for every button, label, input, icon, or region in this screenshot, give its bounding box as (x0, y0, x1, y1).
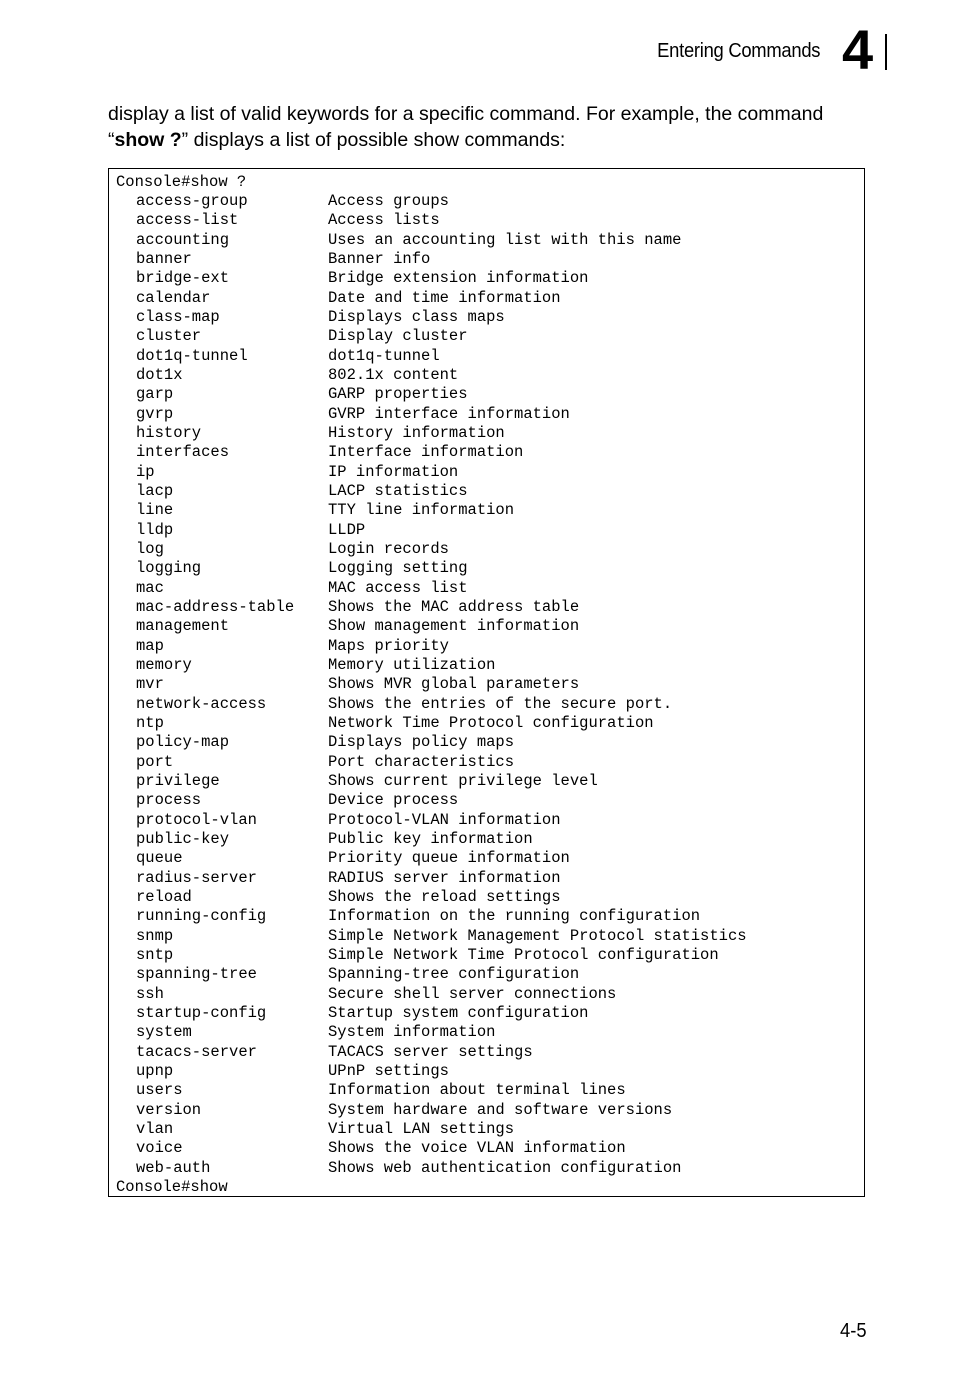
list-item (109, 559, 864, 578)
list-item (109, 385, 864, 404)
command-description: Displays policy maps (328, 733, 515, 752)
command-description: RADIUS server information (328, 868, 561, 887)
list-item (109, 1062, 864, 1081)
command-keyword: line (136, 501, 174, 520)
command-keyword: reload (136, 887, 192, 906)
command-keyword: lldp (136, 520, 174, 539)
command-description: Interface information (328, 443, 524, 462)
list-item (109, 965, 864, 984)
command-keyword: policy-map (136, 733, 230, 752)
command-description: Simple Network Management Protocol statistics (328, 926, 747, 945)
list-item (109, 211, 864, 230)
command-keyword: bridge-ext (136, 269, 230, 288)
list-item (109, 1004, 864, 1023)
console-final-prompt: Console#show (116, 1177, 228, 1196)
command-keyword: mvr (136, 675, 164, 694)
list-item (109, 1159, 864, 1178)
list-item (109, 656, 864, 675)
list-item (109, 231, 864, 250)
command-description: TTY line information (328, 501, 515, 520)
intro-paragraph (108, 101, 878, 153)
command-description: Displays class maps (328, 307, 505, 326)
command-keyword: cluster (136, 327, 202, 346)
command-keyword: queue (136, 849, 183, 868)
command-description: UPnP settings (328, 1061, 449, 1080)
command-description: GVRP interface information (328, 404, 570, 423)
list-item (109, 714, 864, 733)
command-description: Shows the voice VLAN information (328, 1139, 626, 1158)
command-description: dot1q-tunnel (328, 346, 440, 365)
command-description: System hardware and software versions (328, 1100, 673, 1119)
command-description: TACACS server settings (328, 1042, 533, 1061)
command-description: Public key information (328, 829, 533, 848)
command-keyword: access-group (136, 192, 248, 210)
command-keyword: access-list (136, 211, 239, 230)
command-description: System information (328, 1023, 496, 1042)
list-item (109, 772, 864, 791)
command-keyword: users (136, 1081, 183, 1100)
list-item (109, 1139, 864, 1158)
command-keyword: vlan (136, 1119, 174, 1138)
list-item (109, 675, 864, 694)
list-item (109, 482, 864, 501)
command-description: Shows the entries of the secure port. (328, 694, 673, 713)
command-keyword: interfaces (136, 443, 230, 462)
console-output-box (108, 168, 865, 1197)
command-keyword: port (136, 752, 174, 771)
intro-line-1: display a list of valid keywords for a specific command. For example, the command (108, 103, 824, 125)
console-prompt-line: Console#show ? (116, 173, 247, 191)
list-item (109, 347, 864, 366)
list-item (109, 733, 864, 752)
command-description: Shows the reload settings (328, 887, 561, 906)
command-description: Spanning-tree configuration (328, 965, 580, 984)
list-item (109, 598, 864, 617)
command-keyword: garp (136, 385, 174, 404)
chapter-divider (885, 34, 887, 70)
command-keyword: ip (136, 462, 155, 481)
list-item (109, 869, 864, 888)
list-item (109, 617, 864, 636)
list-item (109, 192, 864, 211)
command-keyword: mac (136, 578, 164, 597)
command-keyword: public-key (136, 829, 230, 848)
list-item (109, 463, 864, 482)
command-keyword: lacp (136, 481, 174, 500)
command-keyword: dot1q-tunnel (136, 346, 248, 365)
command-keyword: gvrp (136, 404, 174, 423)
list-item (109, 289, 864, 308)
command-description: Protocol-VLAN information (328, 810, 561, 829)
command-keyword: calendar (136, 288, 211, 307)
command-description: GARP properties (328, 385, 468, 404)
list-item (109, 791, 864, 810)
command-description: Show management information (328, 617, 580, 636)
list-item (109, 849, 864, 868)
chapter-title: Entering Commands (656, 40, 820, 62)
command-keyword: privilege (136, 771, 220, 790)
command-description: Maps priority (328, 636, 449, 655)
command-description: Banner info (328, 249, 431, 268)
list-item (109, 927, 864, 946)
list-item (109, 888, 864, 907)
command-description: History information (328, 423, 505, 442)
command-description: Display cluster (328, 327, 468, 346)
command-description: Bridge extension information (328, 269, 589, 288)
intro-line-2-rest: ” displays a list of possible show commands: (181, 129, 566, 151)
command-keyword: map (136, 636, 164, 655)
list-item (109, 250, 864, 269)
list-item (109, 985, 864, 1004)
command-keyword: mac-address-table (136, 597, 295, 616)
list-item (109, 540, 864, 559)
command-keyword: upnp (136, 1061, 174, 1080)
command-description: Shows the MAC address table (328, 597, 580, 616)
command-description: Simple Network Time Protocol configuration (328, 945, 719, 964)
command-description: Virtual LAN settings (328, 1119, 515, 1138)
command-keyword: radius-server (136, 868, 257, 887)
command-description: Information about terminal lines (328, 1081, 626, 1100)
command-keyword: dot1x (136, 365, 183, 384)
command-keyword: ntp (136, 713, 164, 732)
list-item (109, 1081, 864, 1100)
list-item (109, 501, 864, 520)
command-description: Shows MVR global parameters (328, 675, 580, 694)
command-description: IP information (328, 462, 459, 481)
command-description: Device process (328, 791, 459, 810)
list-item (109, 695, 864, 714)
command-keyword: banner (136, 249, 192, 268)
command-keyword: network-access (136, 694, 267, 713)
command-description: Uses an accounting list with this name (328, 230, 682, 249)
command-keyword: logging (136, 559, 202, 578)
command-description: Secure shell server connections (328, 984, 617, 1003)
command-description: Port characteristics (328, 752, 515, 771)
command-keyword: web-auth (136, 1158, 211, 1177)
command-keyword: memory (136, 655, 192, 674)
command-keyword: management (136, 617, 230, 636)
command-description: LLDP (328, 520, 366, 539)
page-number: 4-5 (840, 1320, 867, 1342)
command-description: Login records (328, 539, 449, 558)
command-keyword: class-map (136, 307, 220, 326)
list-item (109, 830, 864, 849)
intro-command-bold: show ? (114, 129, 182, 151)
list-item (109, 269, 864, 288)
command-keyword: history (136, 423, 202, 442)
command-keyword: running-config (136, 907, 267, 926)
list-item (109, 308, 864, 327)
command-description: Shows web authentication configuration (328, 1158, 682, 1177)
command-description: Priority queue information (328, 849, 570, 868)
command-description: LACP statistics (328, 481, 468, 500)
command-description: MAC access list (328, 578, 468, 597)
list-item (109, 366, 864, 385)
command-description: Shows current privilege level (328, 771, 598, 790)
command-keyword: snmp (136, 926, 174, 945)
list-item (109, 1043, 864, 1062)
list-item (109, 424, 864, 443)
command-keyword: version (136, 1100, 202, 1119)
list-item (109, 907, 864, 926)
command-description: Access lists (328, 211, 440, 230)
command-keyword: voice (136, 1139, 183, 1158)
command-keyword: tacacs-server (136, 1042, 257, 1061)
chapter-number: 4 (842, 18, 874, 81)
command-description: Network Time Protocol configuration (328, 713, 654, 732)
command-keyword: sntp (136, 945, 174, 964)
command-keyword: protocol-vlan (136, 810, 257, 829)
command-description: Startup system configuration (328, 1003, 589, 1022)
command-description: Information on the running configuration (328, 907, 701, 926)
list-item (109, 753, 864, 772)
list-item (109, 811, 864, 830)
command-keyword: startup-config (136, 1003, 267, 1022)
command-keyword: accounting (136, 230, 230, 249)
list-item (109, 1120, 864, 1139)
list-item (109, 521, 864, 540)
list-item (109, 327, 864, 346)
command-description: Memory utilization (328, 655, 496, 674)
command-keyword: process (136, 791, 202, 810)
list-item (109, 1023, 864, 1042)
list-item (109, 1101, 864, 1120)
command-keyword: system (136, 1023, 192, 1042)
list-item (109, 637, 864, 656)
list-item (109, 579, 864, 598)
command-keyword: ssh (136, 984, 164, 1003)
command-description: 802.1x content (328, 365, 459, 384)
command-keyword: log (136, 539, 164, 558)
command-description: Date and time information (328, 288, 561, 307)
command-description: Access groups (328, 192, 449, 210)
list-item (109, 405, 864, 424)
command-keyword: spanning-tree (136, 965, 257, 984)
intro-open-quote: “ (108, 129, 115, 151)
list-item (109, 946, 864, 965)
command-description: Logging setting (328, 559, 468, 578)
list-item (109, 443, 864, 462)
